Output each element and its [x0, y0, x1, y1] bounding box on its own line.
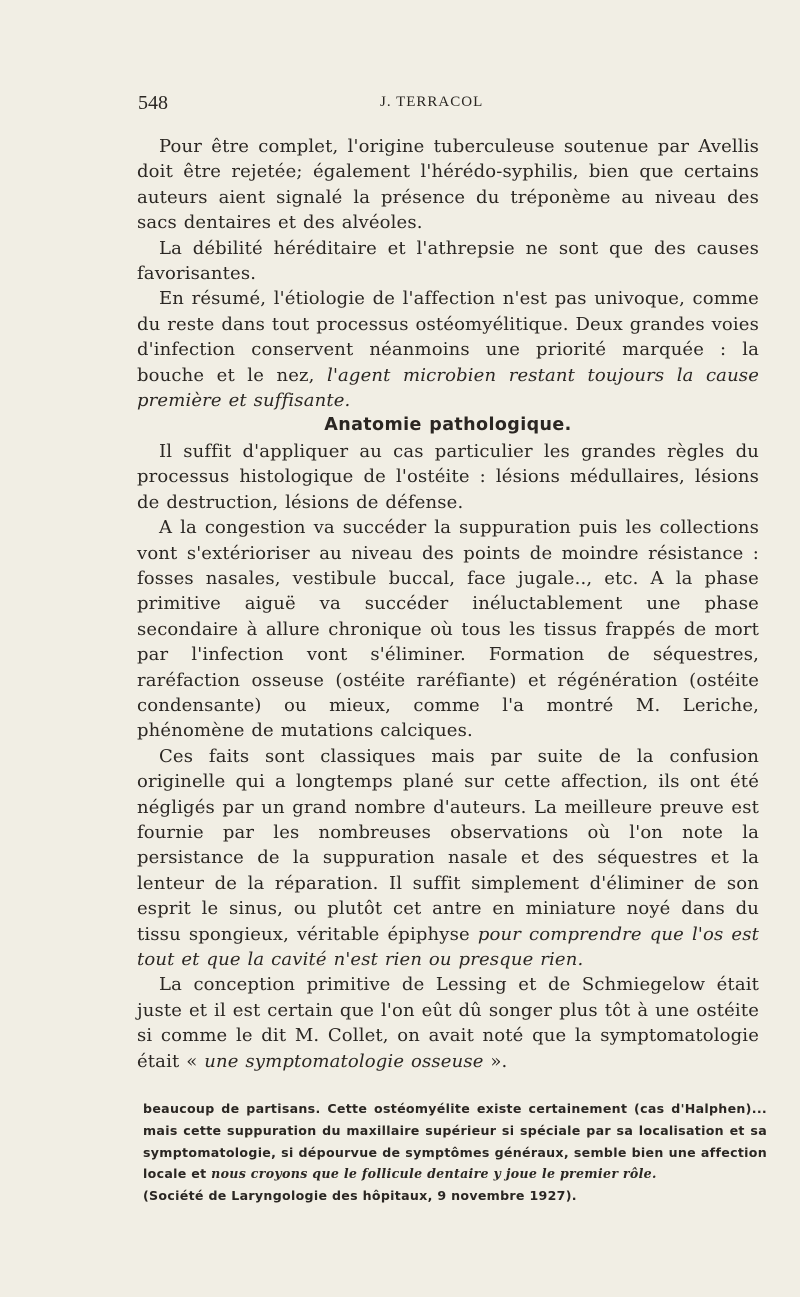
running-title: J. TERRACOL — [380, 94, 484, 110]
running-head — [138, 92, 758, 116]
classic-facts-text: Ces faits sont classiques mais par suite de la confusion originelle qui a longtemps plané sur cette affection, ils ont été négligés par un grand nombre d'auteurs. La meilleure preuve est fournie par les nombreuses observations où l'on note la persistance de la suppuration nasale et des séquestres et la lenteur de la réparation. Il suffit simplement d'éliminer de son esprit le sinus, ou plutôt cet antre en miniature noyé dans du tissu spongieux, véritable épiphyse — [137, 745, 759, 945]
summary-text: En résumé, l'étiologie de l'affection n'est pas univoque, comme du reste dans tout processus ostéomyélitique. Deux grandes voies d'infection conservent néanmoins une priorité marquée : la bouche et le nez, — [137, 288, 759, 386]
footnote-paragraph — [143, 1098, 767, 1207]
footnote-italic: nous croyons que le follicule dentaire y joue le premier rôle. — [211, 1166, 657, 1182]
paragraph-histology: Il suffit d'appliquer au cas particulier les grandes règles du processus histologique de l'ostéite : lésions médullaires, lésions de destruction, lésions de défense. — [137, 440, 759, 513]
classic-facts-italic: pour comprendre que l'os est tout et que la cavité n'est rien ou presque rien. — [137, 923, 759, 970]
footnote-citation: (Société de Laryngologie des hôpitaux, 9 novembre 1927). — [143, 1188, 577, 1204]
paragraph-debility: La débilité héréditaire et l'athrepsie ne sont que des causes favorisantes. — [137, 237, 759, 285]
section-heading: Anatomie pathologique. — [324, 415, 572, 436]
paragraph-origin: Pour être complet, l'origine tuberculeuse soutenue par Avellis doit être rejetée; également l'hérédo-syphilis, bien que certains auteurs aient signalé la présence du tréponème au niveau des sacs dentaires et des alvéoles. — [137, 136, 759, 234]
conception-text: La conception primitive de Lessing et de Schmiegelow était juste et il est certain que l'on eût dû songer plus tôt à une ostéite si comme le dit M. Collet, on avait noté que la symptomatologie était « — [137, 974, 759, 1072]
paragraph-congestion: A la congestion va succéder la suppuration puis les collections vont s'extérioriser au niveau des points de moindre résistance : fosses nasales, vestibule buccal, face jugale.., etc. A la phase primitive aiguë va succéder inéluctablement une phase secondaire à allure chronique où tous les tissus frappés de mort par l'infection vont s'éliminer. Formation de séquestres, raréfaction osseuse (ostéite raréfiante) et régénération (ostéite condensante) ou mieux, comme l'a montré M. Leriche, phénomène de mutations calciques. — [137, 517, 759, 742]
conception-italic: une symptomatologie osseuse — [204, 1050, 484, 1072]
footnote — [143, 1098, 767, 1207]
paragraph-classic-facts — [137, 744, 759, 973]
body-text — [137, 134, 759, 1074]
footnote-text: beaucoup de partisans. Cette ostéomyélite existe certainement (cas d'Halphen)... mais cette suppuration du maxillaire supérieur si spéciale par sa localisation et sa symptomatologie, si dépourvue de symptômes généraux, semble bien une affection locale et — [143, 1101, 767, 1182]
paragraph-conception — [137, 972, 759, 1074]
page-number: 548 — [138, 92, 168, 114]
conception-end: ». — [483, 1050, 508, 1072]
paragraph-summary — [137, 286, 759, 413]
summary-italic: l'agent microbien restant toujours la cause première et suffisante. — [137, 364, 759, 412]
